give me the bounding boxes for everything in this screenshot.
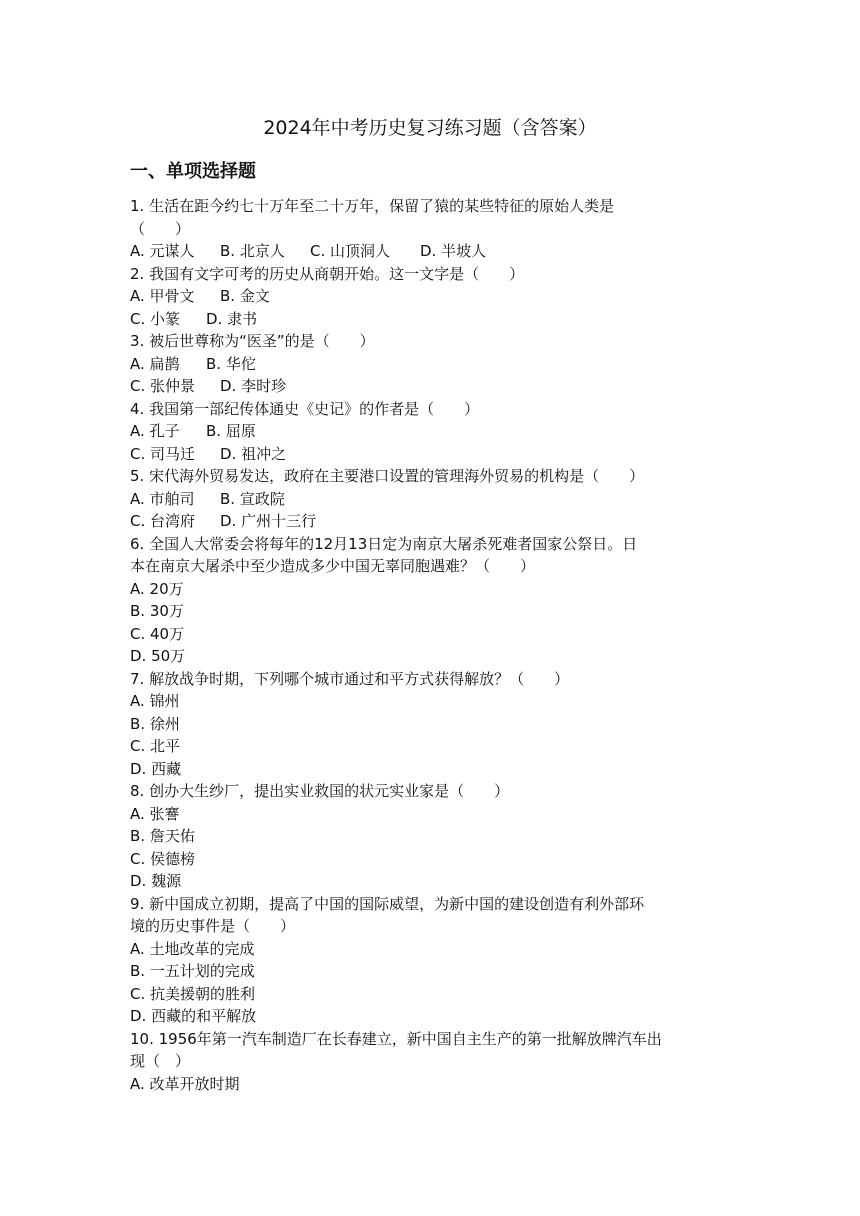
question-1-stem-cont: （ ）: [130, 220, 191, 238]
option-d: D. 李时珍: [220, 377, 287, 395]
question-6-stem-cont: 本在南京大屠杀中至少造成多少中国无辜同胞遇难？（ ）: [130, 557, 536, 575]
question-4-stem: 4. 我国第一部纪传体通史《史记》的作者是（ ）: [130, 400, 480, 418]
option-a: A. 甲骨文: [130, 287, 195, 305]
question-7-option-d: D. 西藏: [130, 760, 182, 778]
option-a: A. 孔子: [130, 422, 180, 440]
question-7-option-a: A. 锦州: [130, 692, 180, 710]
option-c: C. 张仲景: [130, 377, 196, 395]
question-7-stem: 7. 解放战争时期，下列哪个城市通过和平方式获得解放？（ ）: [130, 670, 570, 688]
question-9-stem-cont: 境的历史事件是（ ）: [130, 917, 296, 935]
question-9-option-a: A. 土地改革的完成: [130, 940, 255, 958]
question-10-option-a: A. 改革开放时期: [130, 1075, 240, 1093]
question-8-option-c: C. 侯德榜: [130, 850, 196, 868]
question-8-option-d: D. 魏源: [130, 872, 182, 890]
question-4-options-ab: [130, 420, 735, 443]
question-2-options-cd: [130, 308, 735, 331]
option-c: C. 小篆: [130, 310, 181, 328]
option-d: D. 隶书: [206, 310, 258, 328]
question-6-option-b: B. 30万: [130, 602, 184, 620]
question-9-stem: 9. 新中国成立初期，提高了中国的国际威望，为新中国的建设创造有利外部环: [130, 895, 645, 913]
question-5-options-cd: [130, 510, 735, 533]
question-6-option-d: D. 50万: [130, 647, 186, 665]
option-c: C. 司马迁: [130, 445, 196, 463]
question-1-stem: 1. 生活在距今约七十万年至二十万年，保留了猿的某些特征的原始人类是: [130, 197, 615, 215]
question-3-options-ab: [130, 353, 735, 376]
option-a: A. 元谋人: [130, 242, 195, 260]
question-9-option-d: D. 西藏的和平解放: [130, 1007, 257, 1025]
option-b: B. 华佗: [206, 355, 256, 373]
option-d: D. 广州十三行: [220, 512, 317, 530]
question-8-option-a: A. 张謇: [130, 805, 180, 823]
question-6-option-c: C. 40万: [130, 625, 185, 643]
question-5-stem: 5. 宋代海外贸易发达，政府在主要港口设置的管理海外贸易的机构是（ ）: [130, 467, 645, 485]
option-b: B. 宣政院: [220, 490, 285, 508]
question-1-options: [130, 240, 735, 263]
option-c: C. 山顶洞人: [310, 242, 391, 260]
question-3-stem: 3. 被后世尊称为“医圣”的是（ ）: [130, 332, 375, 350]
question-10-stem: 10. 1956年第一汽车制造厂在长春建立，新中国自主生产的第一批解放牌汽车出: [130, 1030, 662, 1048]
question-6-option-a: A. 20万: [130, 580, 184, 598]
question-7-option-b: B. 徐州: [130, 715, 180, 733]
question-2-stem: 2. 我国有文字可考的历史从商朝开始。这一文字是（ ）: [130, 265, 525, 283]
question-10-stem-cont: 现（ ）: [130, 1052, 191, 1070]
question-4-options-cd: [130, 443, 735, 466]
question-9-option-b: B. 一五计划的完成: [130, 962, 255, 980]
option-a: A. 扁鹊: [130, 355, 180, 373]
question-5-options-ab: [130, 488, 735, 511]
question-8-stem: 8. 创办大生纱厂，提出实业救国的状元实业家是（ ）: [130, 782, 510, 800]
option-b: B. 屈原: [206, 422, 256, 440]
question-3-options-cd: [130, 375, 735, 398]
question-6-stem: 6. 全国人大常委会将每年的12月13日定为南京大屠杀死难者国家公祭日。日: [130, 535, 638, 553]
question-9-option-c: C. 抗美援朝的胜利: [130, 985, 256, 1003]
section-heading: 一、单项选择题: [130, 161, 256, 182]
option-b: B. 金文: [220, 287, 270, 305]
option-b: B. 北京人: [220, 242, 285, 260]
page-title: 2024年中考历史复习练习题（含答案）: [263, 117, 597, 139]
question-7-option-c: C. 北平: [130, 737, 181, 755]
question-8-option-b: B. 詹天佑: [130, 827, 195, 845]
option-d: D. 祖冲之: [220, 445, 287, 463]
option-d: D. 半坡人: [420, 242, 487, 260]
option-a: A. 市舶司: [130, 490, 195, 508]
option-c: C. 台湾府: [130, 512, 196, 530]
question-2-options-ab: [130, 285, 735, 308]
